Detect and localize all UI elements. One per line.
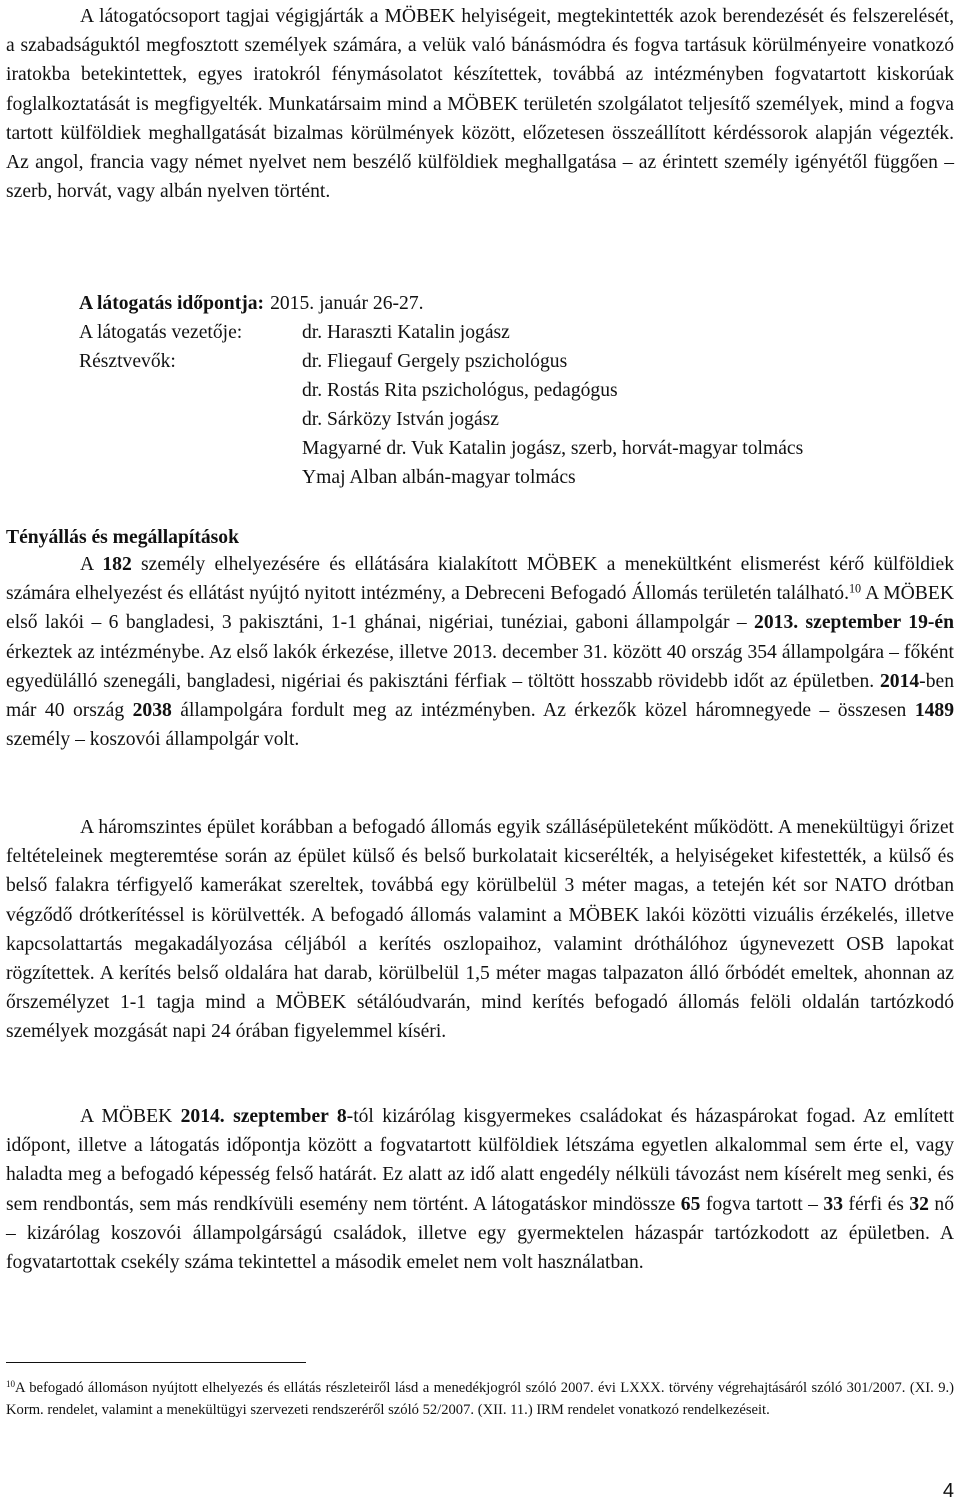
text-run: állampolgára fordult meg az intézményben. Az érkezők közel háromnegyede – összesen [171, 700, 915, 722]
text-run: érkeztek az intézménybe. Az első lakók érkezése, illetve 2013. december 31. között 40 ország 354 állampolgára – főként egyedülálló szenegáli, bangladesi, nigériai és pakisztáni férfiak – töltött hosszabb rövidebb időt az épületben. [6, 641, 954, 692]
bold-run: 2014 [879, 670, 920, 692]
bold-run: 2038 [132, 700, 172, 722]
footnote-reference: 10 [848, 581, 862, 596]
bold-run: 182 [102, 554, 132, 575]
participant-spacer [79, 405, 302, 434]
participant-spacer [79, 376, 302, 405]
page-number: 4 [942, 1480, 954, 1502]
intro-sentence-2: Munkatársaim mind a MÖBEK területén szolgálatot teljesítő személyek, mind a fogva tartott külföldiek meghallgatását bizalmas körülmények között, előzetesen összeállított kérdéssorok alapján végezték. [6, 93, 954, 144]
text-run: nő – kizárólag koszovói állampolgárságú családok, illetve egy gyermektelen házaspár tartózkodott az épületben. A fogvatartottak csekély száma tekintettel a második emelet nem volt használatban. [6, 1193, 955, 1274]
visit-details [79, 289, 959, 492]
text-run: A MÖBEK [80, 1106, 181, 1127]
text-run: férfi és [842, 1193, 910, 1215]
bold-run: 2014. szeptember 8 [180, 1106, 347, 1127]
intro-paragraph [6, 2, 954, 206]
participant-item: Magyarné dr. Vuk Katalin jogász, szerb, horvát-magyar tolmács [302, 438, 804, 459]
participant-item: dr. Rostás Rita pszichológus, pedagógus [302, 380, 618, 401]
participant-row [79, 405, 959, 434]
facts-paragraph-2: A háromszintes épület korábban a befogadó állomás egyik szállásépületeként működött. A menekültügyi őrizet feltételeinek megteremtése során az épület külső és belső burkolatait kicserélték, a helyiségeket kifestették, a külső és belső falakra térfigyelő kamerákat szereltek, továbbá egy körülbelül 3 méter magas, a tetején két sor NATO drótban végződő drótkerítéssel is körülvették. A befogadó állomás valamint a MÖBEK lakói közötti vizuális érzékelés, illetve kapcsolattartás megakadályozása céljából a kerítés oszlopaihoz, valamint dróthálóhoz úgynevezett OSB lapokat rögzítettek. A kerítés belső oldalára hat darab, körülbelül 1,5 méter magas talpazaton álló őrbódét emeltek, ahonnan az őrszemélyzet 1-1 tagja mind a MÖBEK sétálóudvarán, mind kerítés befogadó állomás felöli oldalán tartózkodó személyek mozgását napi 24 órában figyelemmel kíséri. [6, 817, 954, 1043]
intro-sentence-3: Az angol, francia vagy német nyelvet nem beszélő külföldiek meghallgatása – az érintett személy igényétől függően – szerb, horvát, vagy albán nyelven történt. [6, 152, 954, 203]
facts-paragraph-3 [6, 1102, 954, 1277]
text-run: A MÖBEK első lakói – 6 bangladesi, 3 pakisztáni, 1-1 ghánai, nigériai, tunéziai, gaboni állampolgár – [6, 583, 954, 634]
participants-row [79, 347, 959, 376]
section-heading: Tényállás és megállapítások [6, 527, 239, 548]
text-run: -ben már 40 ország [6, 670, 954, 722]
bold-run: 32 [909, 1193, 929, 1215]
bold-run: 33 [823, 1193, 843, 1215]
participant-item: Ymaj Alban albán-magyar tolmács [302, 467, 576, 488]
participant-item: dr. Fliegauf Gergely pszichológus [302, 351, 568, 372]
visit-leader-label: A látogatás vezetője: [79, 322, 243, 343]
visit-leader-value: dr. Haraszti Katalin jogász [302, 322, 510, 343]
visit-date-label: A látogatás időpontja: [79, 293, 265, 314]
bold-run: 2013. szeptember 19-én [754, 612, 954, 634]
participant-spacer [79, 463, 302, 492]
participant-row [79, 376, 959, 405]
text-run: -tól kizárólag kisgyermekes családokat és házaspárokat fogad. Az említett időpont, illetve a látogatás időpontja között a fogvatartott külföldiek létszáma egyetlen alkalommal sem érte el, vagy haladta meg a befogadó képesség felső határát. Ez alatt az idő alatt engedély nélküli távozást nem kísérelt meg senki, és sem rendbontás, sem más rendkívüli esemény nem történt. A látogatáskor mindössze [6, 1106, 955, 1215]
visit-date-value: 2015. január 26-27. [270, 293, 424, 314]
participant-spacer [79, 434, 302, 463]
text-run: fogva tartott – [700, 1193, 824, 1215]
text-run: A [80, 554, 103, 575]
visit-leader-row [79, 318, 959, 347]
text-run: személy elhelyezésére és ellátására kialakított MÖBEK a menekültként elismerést kérő külföldiek számára elhelyezést és ellátást nyújtó nyitott intézmény, a Debreceni Befogadó Állomás területén található. [6, 554, 954, 605]
footnote-separator [6, 1362, 306, 1363]
participant-row [79, 463, 959, 492]
footnote-number: 10 [6, 1379, 16, 1390]
facts-paragraph-1 [6, 550, 954, 754]
participant-row [79, 434, 959, 463]
footnote-text: A befogadó állomáson nyújtott elhelyezés és ellátás részleteiről lásd a menedékjogról szóló 2007. évi LXXX. törvény végrehajtásáról szóló 301/2007. (XI. 9.) Korm. rendelet, valamint a menekültügyi szervezeti rendszeréről szóló 52/2007. (XII. 11.) IRM rendelet vonatkozó rendelkezéseit. [6, 1380, 954, 1419]
participants-label: Résztvevők: [79, 351, 176, 372]
text-run: személy – koszovói állampolgár volt. [6, 729, 300, 751]
intro-sentence-1: A látogatócsoport tagjai végigjárták a MÖBEK helyiségeit, megtekintették azok berendezését és felszerelését, a szabadságuktól megfosztott személyek számára, a velük való bánásmódra és fogva tartásuk körülményeire vonatkozó iratokba betekintettek, egyes iratokról fénymásolatot készítettek, továbbá az intézményben fogvatartott kiskorúak foglalkoztatását is megfigyelték. [6, 6, 954, 115]
bold-run: 1489 [914, 700, 955, 722]
footnote [6, 1377, 954, 1422]
visit-date-row [79, 289, 959, 318]
bold-run: 65 [680, 1193, 701, 1215]
participant-item: dr. Sárközy István jogász [302, 409, 499, 430]
